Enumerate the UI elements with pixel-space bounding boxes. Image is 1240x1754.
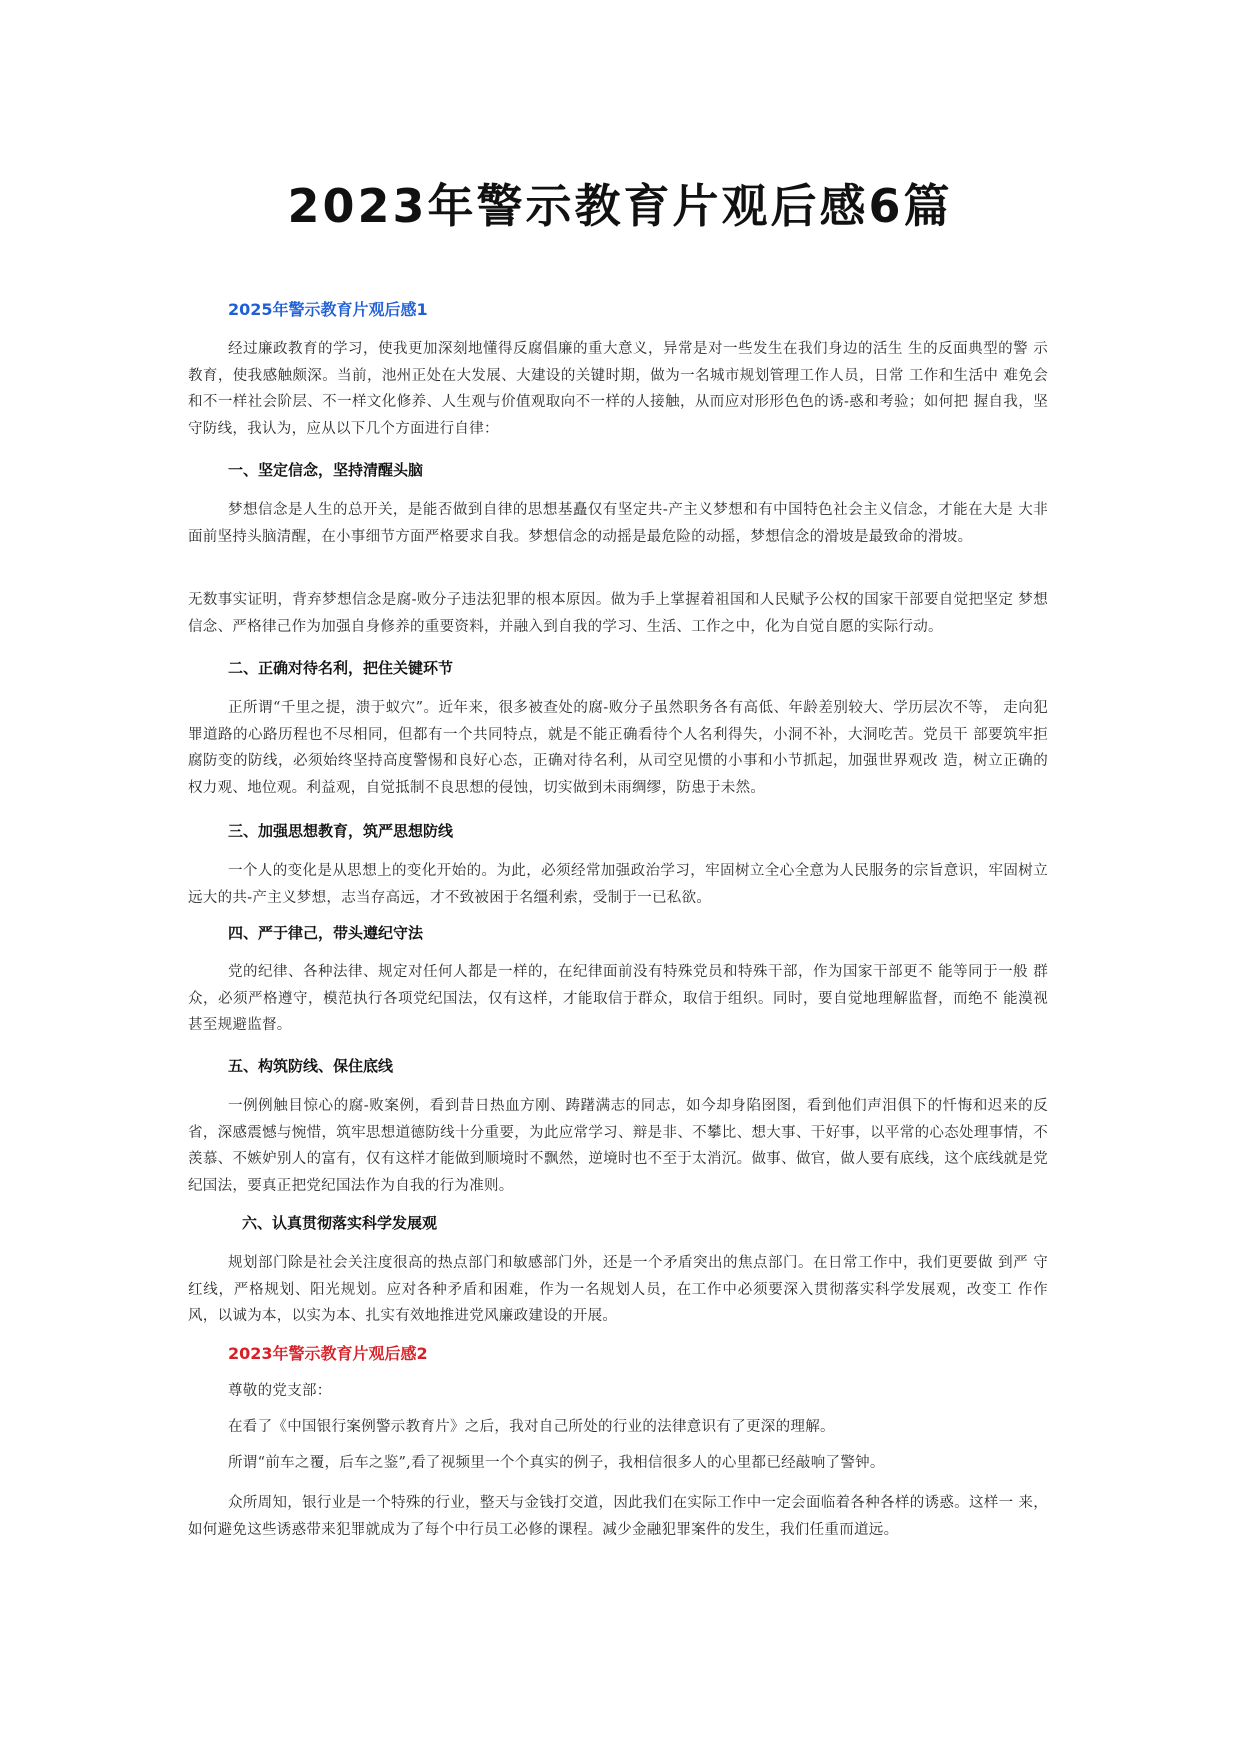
section2-paragraph1: 正所谓“千里之提，溃于蚁穴”。近年来，很多被查处的腐-败分子虽然职务各有高低、年龄差别较大、学历层次不等， 走向犯罪道路的心路历程也不尽相同，但都有一个共同特点，就是不能正确看待个人名利得失，小洞不补，大洞吃苦。党员干 部要筑牢拒腐防变的防线，必须始终坚持高度警惕和良好心态，正确对待名利，从司空见惯的小事和小节抓起，加强世界观改 造，树立正确的权力观、地位观。利益观，自觉抵制不良思想的侵蚀，切实做到未雨绸缪，防患于未然。 bbox=[188, 700, 1048, 796]
section5-title: 五、构筑防线、保住底线 bbox=[228, 1057, 394, 1075]
section3-title: 三、加强思想教育，筑严思想防线 bbox=[228, 822, 454, 840]
section1-paragraph1: 梦想信念是人生的总开关，是能否做到自律的思想基矗仅有坚定共-产主义梦想和有中国特色社会主义信念，才能在大是 大非面前坚持头脑清醒，在小事细节方面严格要求自我。梦想信念的动摇是最危险的动摇，梦想信念的滑坡是最致命的滑坡。 bbox=[188, 502, 1048, 545]
essay2-salutation: 尊敬的党支部： bbox=[228, 1383, 332, 1399]
section1-paragraph2: 无数事实证明，背弃梦想信念是腐-败分子违法犯罪的根本原因。做为手上掌握着祖国和人民赋予公权的国家干部要自觉把坚定 梦想信念、严格律己作为加强自身修养的重要资料，并融入到自我的学习、生活、工作之中，化为自觉自愿的实际行动。 bbox=[188, 592, 1048, 635]
section6-paragraph1: 规划部门除是社会关注度很高的热点部门和敏感部门外，还是一个矛盾突出的焦点部门。在日常工作中，我们更要做 到严 守红线，严格规划、阳光规划。应对各种矛盾和困难，作为一名规划人员，在工作中必须要深入贯彻落实科学发展观，改变工 作作风，以诚为本，以实为本、扎实有效地推进党风廉政建设的开展。 bbox=[188, 1255, 1048, 1324]
document-title: 2023年警示教育片观后感6篇 bbox=[287, 179, 953, 233]
essay1-heading: 2025年警示教育片观后感1 bbox=[228, 300, 428, 319]
section6-title: 六、认真贯彻落实科学发展观 bbox=[242, 1214, 438, 1232]
section4-title: 四、严于律己，带头遵纪守法 bbox=[228, 924, 424, 942]
section1-title: 一、坚定信念，坚持清醒头脑 bbox=[228, 461, 424, 479]
essay2-heading: 2023年警示教育片观后感2 bbox=[228, 1344, 428, 1363]
essay2-paragraph3: 众所周知，银行业是一个特殊的行业，整天与金钱打交道，因此我们在实际工作中一定会面临着各种各样的诱惑。这样一 来，如何避免这些诱惑带来犯罪就成为了每个中行员工必修的课程。减少金融犯罪案件的发生，我们任重而道远。 bbox=[188, 1495, 1048, 1538]
section4-paragraph1: 党的纪律、各种法律、规定对任何人都是一样的，在纪律面前没有特殊党员和特殊干部，作为国家干部更不 能等同于一般 群众，必须严格遵守，模范执行各项党纪国法，仅有这样，才能取信于群众，取信于组织。同时，要自觉地理解监督，而绝不 能漠视甚至规避监督。 bbox=[188, 964, 1048, 1033]
section3-paragraph1: 一个人的变化是从思想上的变化开始的。为此，必须经常加强政治学习，牢固树立全心全意为人民服务的宗旨意识，牢固树立远大的共-产主义梦想，志当存高远，才不致被困于名缰利索，受制于一已私欲。 bbox=[188, 863, 1048, 906]
essay2-paragraph1: 在看了《中国银行案例警示教育片》之后，我对自己所处的行业的法律意识有了更深的理解。 bbox=[228, 1419, 835, 1435]
essay2-paragraph2: 所谓“前车之覆，后车之鉴”,看了视频里一个个真实的例子，我相信很多人的心里都已经敲响了警钟。 bbox=[228, 1455, 885, 1471]
section5-paragraph1: 一例例触目惊心的腐-败案例，看到昔日热血方刚、踌躇满志的同志，如今却身陷囹图，看到他们声泪俱下的忏悔和迟来的反省，深感震憾与惋惜，筑牢思想道德防线十分重要，为此应常学习、辩是非、不攀比、想大事、干好事，以平常的心态处理事情，不羡慕、不嫉妒别人的富有，仅有这样才能做到顺境时不飘然，逆境时也不至于太消沉。做事、做官，做人要有底线，这个底线就是党纪国法，要真正把党纪国法作为自我的行为准则。 bbox=[188, 1098, 1048, 1194]
essay1-intro-paragraph: 经过廉政教育的学习，使我更加深刻地懂得反腐倡廉的重大意义，异常是对一些发生在我们身边的活生 生的反面典型的警 示教育，使我感触颇深。当前，池州正处在大发展、大建设的关键时期，做为一名城市规划管理工作人员，日常 工作和生活中 难免会和不一样社会阶层、不一样文化修养、人生观与价值观取向不一样的人接触，从而应对形形色色的诱-惑和考验；如何把 握自我，坚守防线，我认为，应从以下几个方面进行自律： bbox=[188, 341, 1048, 437]
section2-title: 二、正确对待名利，把住关键环节 bbox=[228, 659, 454, 677]
